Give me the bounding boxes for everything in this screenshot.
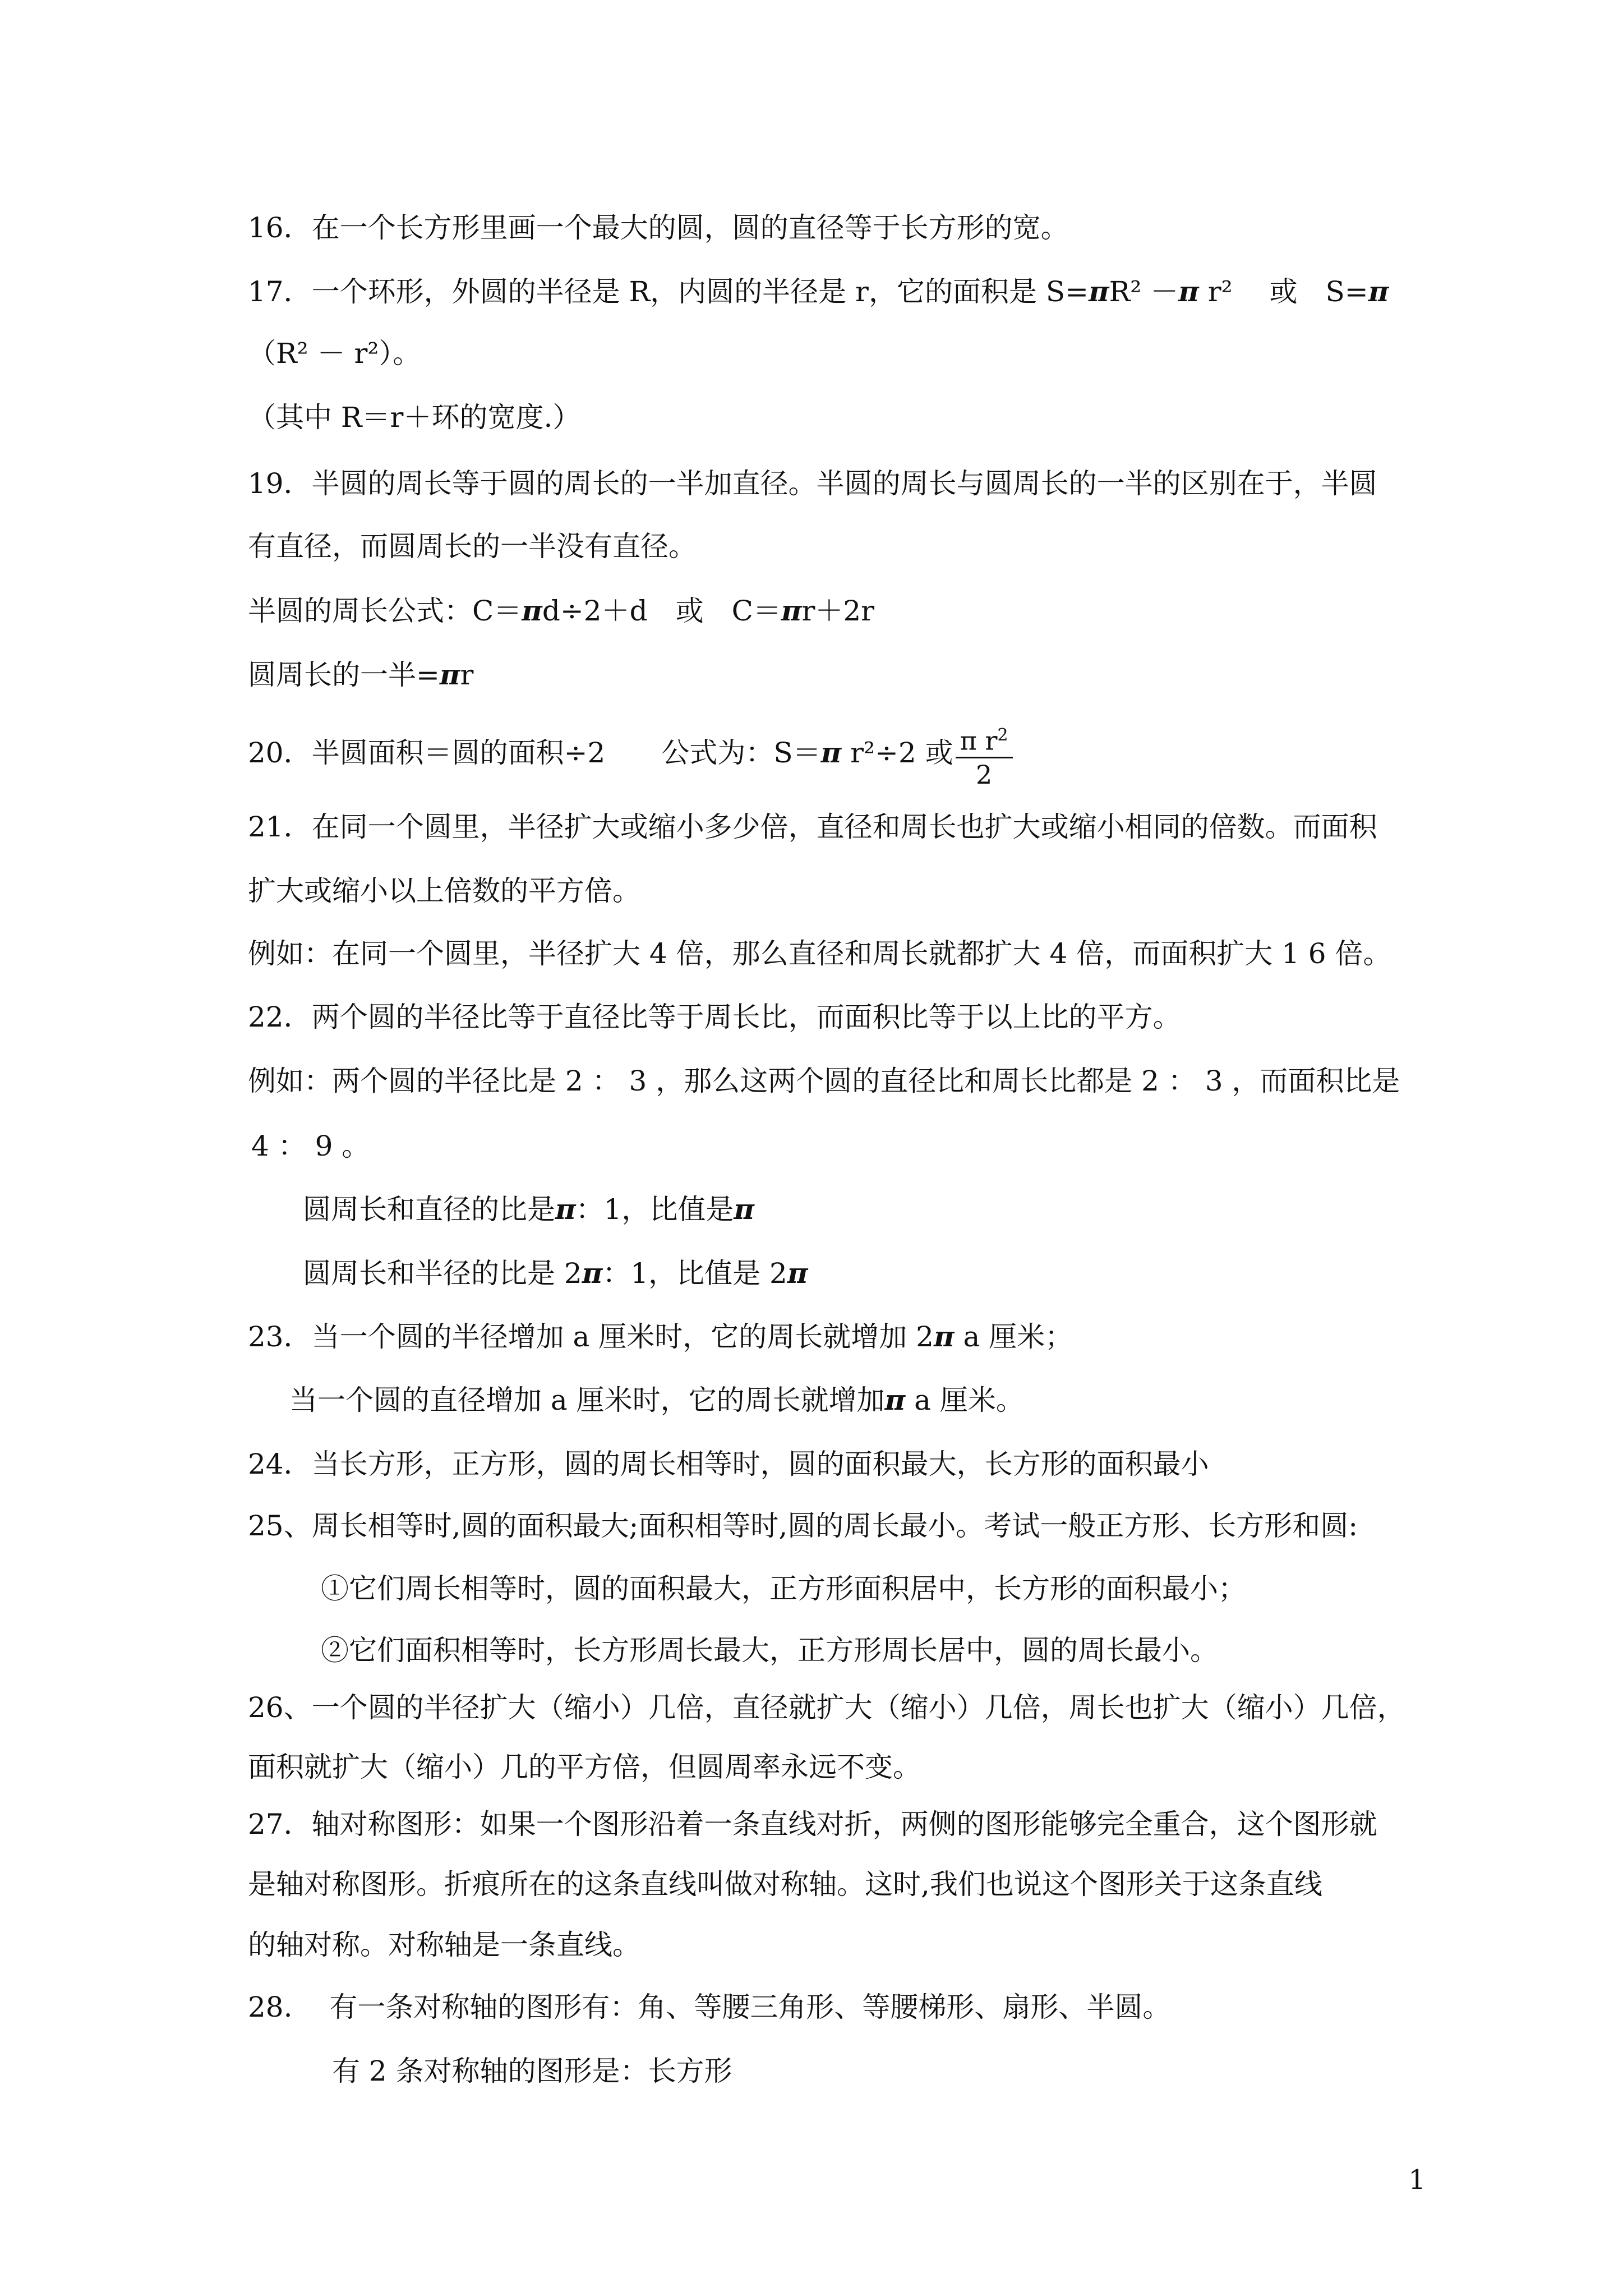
- text-segment: 圆周长和半径的比是 2: [303, 1257, 582, 1290]
- text-segment: 22．两个圆的半径比等于直径比等于周长比，而面积比等于以上比的平方。: [248, 1001, 1181, 1033]
- item-26-line2: [248, 1749, 921, 1785]
- fraction: [956, 719, 1013, 791]
- text-segment: 28. 有一条对称轴的图形有：角、等腰三角形、等腰梯形、扇形、半圆。: [248, 1991, 1171, 2023]
- text-segment: r²÷2 或: [841, 737, 953, 770]
- text-segment: r: [460, 659, 474, 691]
- item-23-line1: [248, 1319, 1073, 1355]
- pi-symbol: π: [582, 1257, 603, 1290]
- text-segment: 20．半圆面积＝圆的面积÷2 公式为：S＝: [248, 737, 821, 770]
- text-segment: 的轴对称。对称轴是一条直线。: [248, 1929, 640, 1961]
- text-segment: ：1，比值是: [575, 1193, 734, 1226]
- text-segment: ②它们面积相等时，长方形周长最大，正方形周长居中，圆的周长最小。: [321, 1634, 1218, 1667]
- pi-symbol: π: [439, 658, 460, 691]
- pi-symbol: π: [734, 1193, 755, 1226]
- text-segment: 例如：两个圆的半径比是 2 ： 3 ，那么这两个圆的直径比和周长比都是 2 ： 3 ，而面积比是: [248, 1065, 1400, 1097]
- text-segment: 当一个圆的直径增加 a 厘米时，它的周长就增加: [289, 1384, 885, 1416]
- text-segment: 27．轴对称图形：如果一个图形沿着一条直线对折，两侧的图形能够完全重合，这个图形就: [248, 1808, 1377, 1841]
- item-24: [248, 1446, 1209, 1482]
- item-18-note: [248, 399, 580, 435]
- item-21-line1: [248, 809, 1377, 845]
- fraction-numerator: [956, 719, 1013, 758]
- text-segment: 23．当一个圆的半径增加 a 厘米时，它的周长就增加 2: [248, 1320, 934, 1353]
- item-27-line1: [248, 1806, 1377, 1842]
- text-segment: R² －: [1109, 275, 1179, 308]
- item-25-point1: [321, 1571, 1246, 1607]
- item-21-example: [248, 936, 1391, 972]
- item-17-line1: [248, 274, 1389, 310]
- text-segment: 是轴对称图形。折痕所在的这条直线叫做对称轴。这时,我们也说这个图形关于这条直线: [248, 1868, 1322, 1901]
- superscript: 2: [997, 725, 1008, 745]
- item-19-line1: [248, 466, 1377, 501]
- text-segment: ：1，比值是 2: [602, 1257, 787, 1290]
- pi-symbol: π: [884, 1383, 906, 1416]
- item-25-line1: [248, 1508, 1358, 1544]
- half-circumference-formula: [248, 657, 473, 693]
- pi-symbol: π: [781, 594, 802, 627]
- text-segment: ①它们周长相等时，圆的面积最大，正方形面积居中，长方形的面积最小；: [321, 1572, 1246, 1605]
- text-segment: π r: [960, 725, 998, 756]
- text-segment: 扩大或缩小以上倍数的平方倍。: [248, 875, 640, 907]
- pi-symbol: π: [1178, 275, 1199, 308]
- item-28-line1: [248, 1989, 1170, 2025]
- text-segment: 例如：在同一个圆里，半径扩大 4 倍，那么直径和周长就都扩大 4 倍，而面积扩大 1 6 倍。: [248, 937, 1391, 970]
- pi-symbol: π: [1368, 275, 1389, 308]
- item-22-line1: [248, 999, 1181, 1035]
- item-23-line2: [289, 1382, 1024, 1418]
- text-segment: 19．半圆的周长等于圆的周长的一半加直径。半圆的周长与圆周长的一半的区别在于，半圆: [248, 467, 1377, 500]
- item-26-line1: [248, 1690, 1405, 1726]
- text-segment: 26、一个圆的半径扩大（缩小）几倍，直径就扩大（缩小）几倍，周长也扩大（缩小）几倍，: [248, 1691, 1405, 1724]
- text-segment: a 厘米。: [905, 1384, 1024, 1416]
- ratio-circumference-radius: [303, 1255, 808, 1291]
- pi-symbol: π: [555, 1193, 576, 1226]
- text-segment: 24．当长方形，正方形，圆的周长相等时，圆的面积最大，长方形的面积最小: [248, 1448, 1209, 1480]
- item-25-point2: [321, 1632, 1218, 1668]
- item-27-line3: [248, 1927, 640, 1963]
- page-number: 1: [1408, 2164, 1426, 2196]
- text-segment: （R² － r²）。: [248, 337, 421, 370]
- text-segment: 圆周长和直径的比是: [303, 1193, 555, 1226]
- text-segment: 有 2 条对称轴的图形是：长方形: [332, 2055, 732, 2087]
- pi-symbol: π: [522, 594, 542, 627]
- item-16: [248, 210, 1069, 246]
- item-19-line2: [248, 528, 697, 564]
- item-20: [248, 719, 1013, 791]
- item-28-line2: [332, 2053, 732, 2089]
- text-segment: 圆周长的一半=: [248, 659, 440, 691]
- item-22-example-line1: [248, 1063, 1400, 1099]
- pi-symbol: π: [820, 736, 842, 770]
- text-segment: 半圆的周长公式：C＝: [248, 595, 522, 627]
- item-16-text: 16．在一个长方形里画一个最大的圆，圆的直径等于长方形的宽。: [248, 211, 1069, 244]
- pi-symbol: π: [787, 1257, 808, 1290]
- pi-symbol: π: [933, 1320, 955, 1353]
- text-segment: 21．在同一个圆里，半径扩大或缩小多少倍，直径和周长也扩大或缩小相同的倍数。而面积: [248, 811, 1377, 843]
- text-segment: （其中 R＝r＋环的宽度.）: [248, 401, 581, 434]
- item-21-line2: [248, 873, 640, 909]
- semicircle-perimeter-formula: [248, 593, 874, 629]
- pi-symbol: π: [1089, 275, 1109, 308]
- item-17-line2: [248, 335, 421, 371]
- fraction-denominator: 2: [975, 760, 993, 790]
- text-segment: 有直径，而圆周长的一半没有直径。: [248, 530, 697, 563]
- text-segment: 17．一个环形，外圆的半径是 R，内圆的半径是 r，它的面积是 S=: [248, 275, 1089, 308]
- text-segment: 面积就扩大（缩小）几的平方倍，但圆周率永远不变。: [248, 1751, 921, 1783]
- item-27-line2: [248, 1866, 1322, 1902]
- text-segment: 25、周长相等时,圆的面积最大;面积相等时,圆的周长最小。考试一般正方形、长方形和圆:: [248, 1510, 1358, 1542]
- text-segment: r² 或 S=: [1198, 275, 1368, 308]
- text-segment: r＋2r: [801, 595, 875, 627]
- text-segment: d÷2＋d 或 C＝: [542, 595, 781, 627]
- item-22-example-line2: [251, 1128, 370, 1164]
- text-segment: 4 ： 9 。: [251, 1130, 370, 1162]
- ratio-circumference-diameter: [303, 1191, 754, 1227]
- text-segment: a 厘米；: [954, 1320, 1073, 1353]
